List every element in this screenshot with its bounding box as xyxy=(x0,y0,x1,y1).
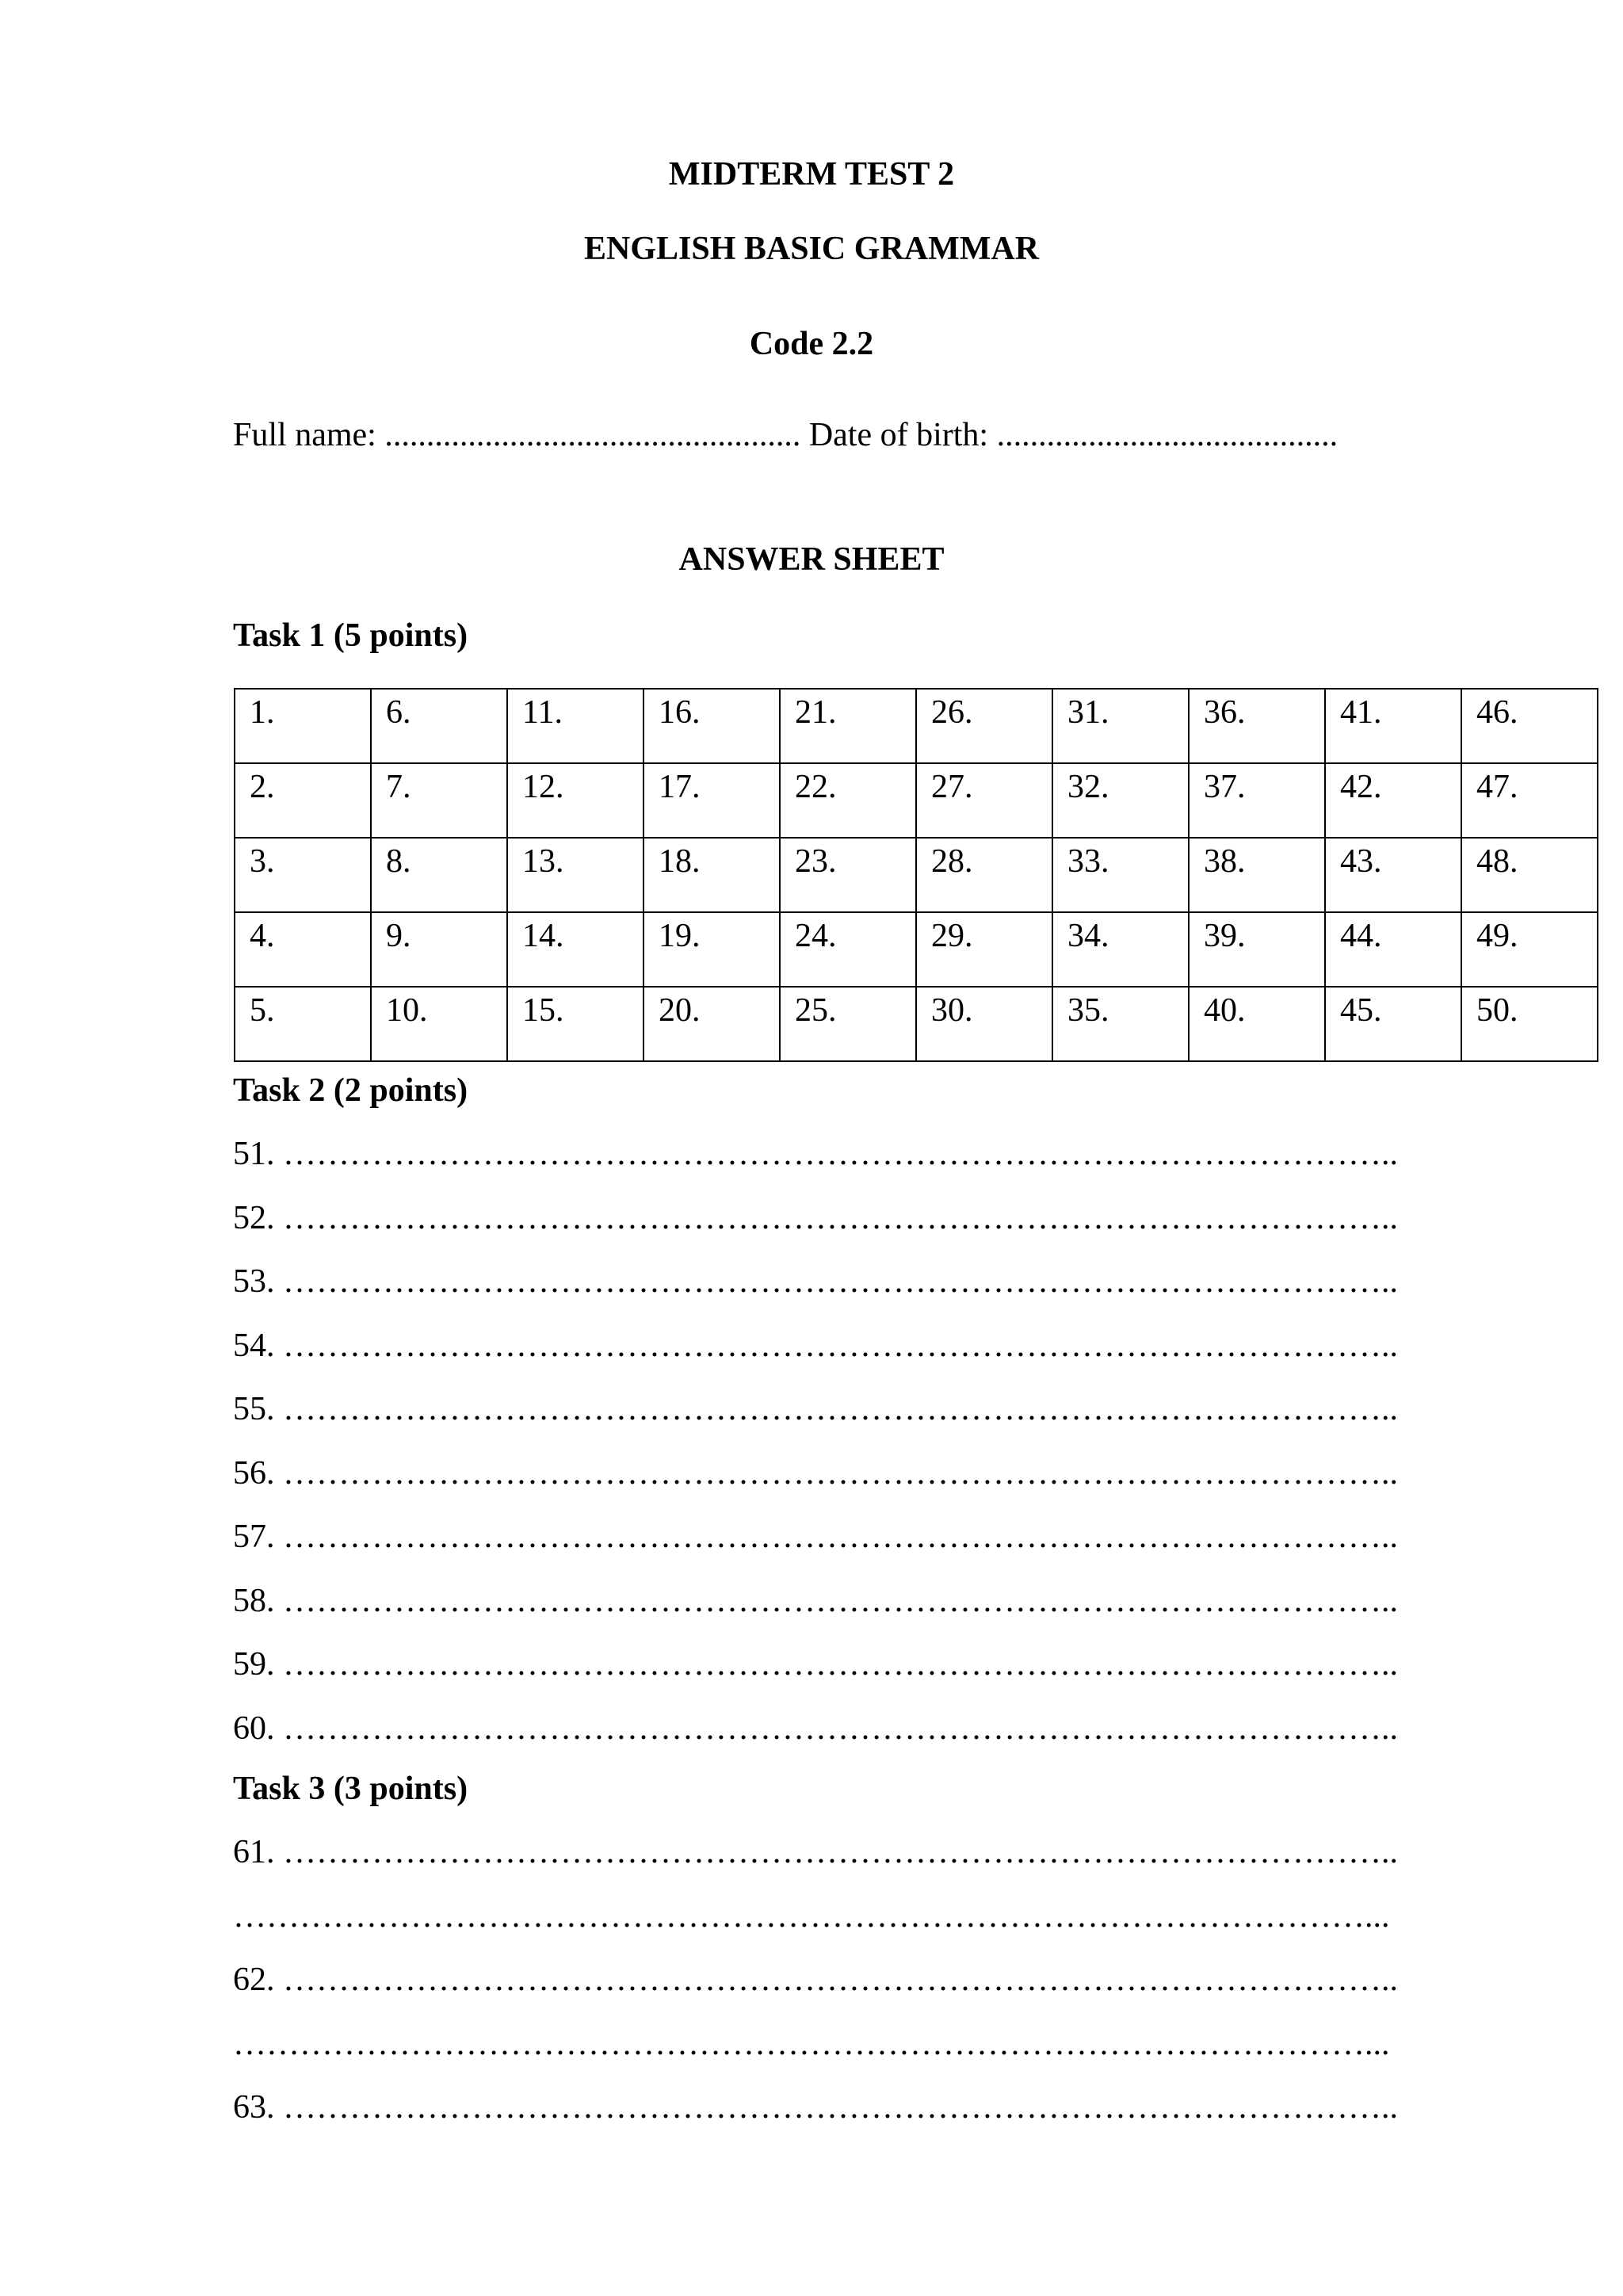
task3-answer-line[interactable]: …………………………………………………………………………………………... xyxy=(233,2025,1390,2062)
task1-answer-cell[interactable]: 34. xyxy=(1052,912,1189,987)
task1-answer-cell[interactable]: 29. xyxy=(916,912,1052,987)
task1-grid-row xyxy=(235,689,1598,763)
task2-answer-line[interactable]: 51. ……………………………………………………………………………………….. xyxy=(233,1136,1398,1172)
task2-answer-line[interactable]: 57. ……………………………………………………………………………………….. xyxy=(233,1519,1398,1555)
task1-answer-cell[interactable]: 12. xyxy=(507,763,643,838)
task1-answer-cell[interactable]: 10. xyxy=(371,987,507,1061)
task1-answer-cell[interactable]: 28. xyxy=(916,838,1052,912)
task1-answer-cell[interactable]: 42. xyxy=(1325,763,1461,838)
code-label: Code 2.2 xyxy=(749,326,874,362)
task1-answer-cell[interactable]: 38. xyxy=(1189,838,1325,912)
task2-answer-line[interactable]: 58. ……………………………………………………………………………………….. xyxy=(233,1582,1398,1619)
task1-answer-cell[interactable]: 1. xyxy=(235,689,371,763)
task1-answer-cell[interactable]: 5. xyxy=(235,987,371,1061)
task1-answer-cell[interactable]: 43. xyxy=(1325,838,1461,912)
task1-grid-row xyxy=(235,987,1598,1061)
task1-answer-cell[interactable]: 19. xyxy=(643,912,780,987)
task1-answer-cell[interactable]: 37. xyxy=(1189,763,1325,838)
task1-answer-cell[interactable]: 9. xyxy=(371,912,507,987)
task1-answer-cell[interactable]: 8. xyxy=(371,838,507,912)
student-info-line: Full name: .................................................. Date of birth: ......................................... xyxy=(233,417,1338,453)
task1-answer-cell[interactable]: 14. xyxy=(507,912,643,987)
task1-answer-cell[interactable]: 47. xyxy=(1461,763,1598,838)
task1-answer-cell[interactable]: 32. xyxy=(1052,763,1189,838)
task1-grid-row xyxy=(235,763,1598,838)
test-title: MIDTERM TEST 2 xyxy=(668,156,955,193)
task1-grid-row xyxy=(235,838,1598,912)
task1-answer-cell[interactable]: 41. xyxy=(1325,689,1461,763)
task1-answer-cell[interactable]: 21. xyxy=(780,689,916,763)
task1-answer-cell[interactable]: 16. xyxy=(643,689,780,763)
task1-answer-cell[interactable]: 25. xyxy=(780,987,916,1061)
task1-answer-cell[interactable]: 3. xyxy=(235,838,371,912)
task1-answer-cell[interactable]: 11. xyxy=(507,689,643,763)
task1-answer-cell[interactable]: 18. xyxy=(643,838,780,912)
task1-grid-row xyxy=(235,912,1598,987)
task1-answer-cell[interactable]: 39. xyxy=(1189,912,1325,987)
task1-answer-cell[interactable]: 45. xyxy=(1325,987,1461,1061)
task2-answer-line[interactable]: 54. ……………………………………………………………………………………….. xyxy=(233,1327,1398,1364)
task2-answer-line[interactable]: 59. ……………………………………………………………………………………….. xyxy=(233,1646,1398,1683)
task1-answer-cell[interactable]: 6. xyxy=(371,689,507,763)
task2-answer-line[interactable]: 56. ……………………………………………………………………………………….. xyxy=(233,1454,1398,1492)
task1-answer-cell[interactable]: 2. xyxy=(235,763,371,838)
task2-answer-line[interactable]: 53. ……………………………………………………………………………………….. xyxy=(233,1263,1398,1300)
task1-answer-cell[interactable]: 17. xyxy=(643,763,780,838)
task2-answer-line[interactable]: 55. ……………………………………………………………………………………….. xyxy=(233,1391,1398,1427)
task3-answer-line[interactable]: 63. ……………………………………………………………………………………….. xyxy=(233,2089,1398,2126)
task2-heading: Task 2 (2 points) xyxy=(233,1072,468,1109)
task2-answer-line[interactable]: 60. ……………………………………………………………………………………….. xyxy=(233,1710,1398,1747)
task1-answer-cell[interactable]: 24. xyxy=(780,912,916,987)
task1-answer-cell[interactable]: 13. xyxy=(507,838,643,912)
task1-answer-cell[interactable]: 22. xyxy=(780,763,916,838)
task1-answer-cell[interactable]: 46. xyxy=(1461,689,1598,763)
task1-answer-cell[interactable]: 26. xyxy=(916,689,1052,763)
task1-answer-cell[interactable]: 44. xyxy=(1325,912,1461,987)
task3-answer-line[interactable]: …………………………………………………………………………………………... xyxy=(233,1897,1390,1935)
answer-sheet-title: ANSWER SHEET xyxy=(678,541,945,578)
task1-answer-cell[interactable]: 49. xyxy=(1461,912,1598,987)
task1-answer-cell[interactable]: 15. xyxy=(507,987,643,1061)
task1-answer-cell[interactable]: 50. xyxy=(1461,987,1598,1061)
task2-answer-line[interactable]: 52. ……………………………………………………………………………………….. xyxy=(233,1199,1398,1236)
task1-answer-cell[interactable]: 33. xyxy=(1052,838,1189,912)
task1-answer-cell[interactable]: 4. xyxy=(235,912,371,987)
task1-answer-cell[interactable]: 30. xyxy=(916,987,1052,1061)
task1-answer-cell[interactable]: 48. xyxy=(1461,838,1598,912)
task1-answer-cell[interactable]: 31. xyxy=(1052,689,1189,763)
task1-answer-cell[interactable]: 36. xyxy=(1189,689,1325,763)
task1-answer-cell[interactable]: 23. xyxy=(780,838,916,912)
task1-answer-cell[interactable]: 35. xyxy=(1052,987,1189,1061)
task1-answer-cell[interactable]: 40. xyxy=(1189,987,1325,1061)
task3-heading: Task 3 (3 points) xyxy=(233,1771,468,1807)
task3-answer-line[interactable]: 61. ……………………………………………………………………………………….. xyxy=(233,1834,1398,1870)
task1-answer-cell[interactable]: 7. xyxy=(371,763,507,838)
task3-answer-line[interactable]: 62. ……………………………………………………………………………………….. xyxy=(233,1962,1398,1998)
task1-answer-cell[interactable]: 27. xyxy=(916,763,1052,838)
subject-title: ENGLISH BASIC GRAMMAR xyxy=(583,231,1040,267)
task1-answer-grid xyxy=(234,688,1598,1062)
task1-answer-cell[interactable]: 20. xyxy=(643,987,780,1061)
task1-heading: Task 1 (5 points) xyxy=(233,617,468,654)
